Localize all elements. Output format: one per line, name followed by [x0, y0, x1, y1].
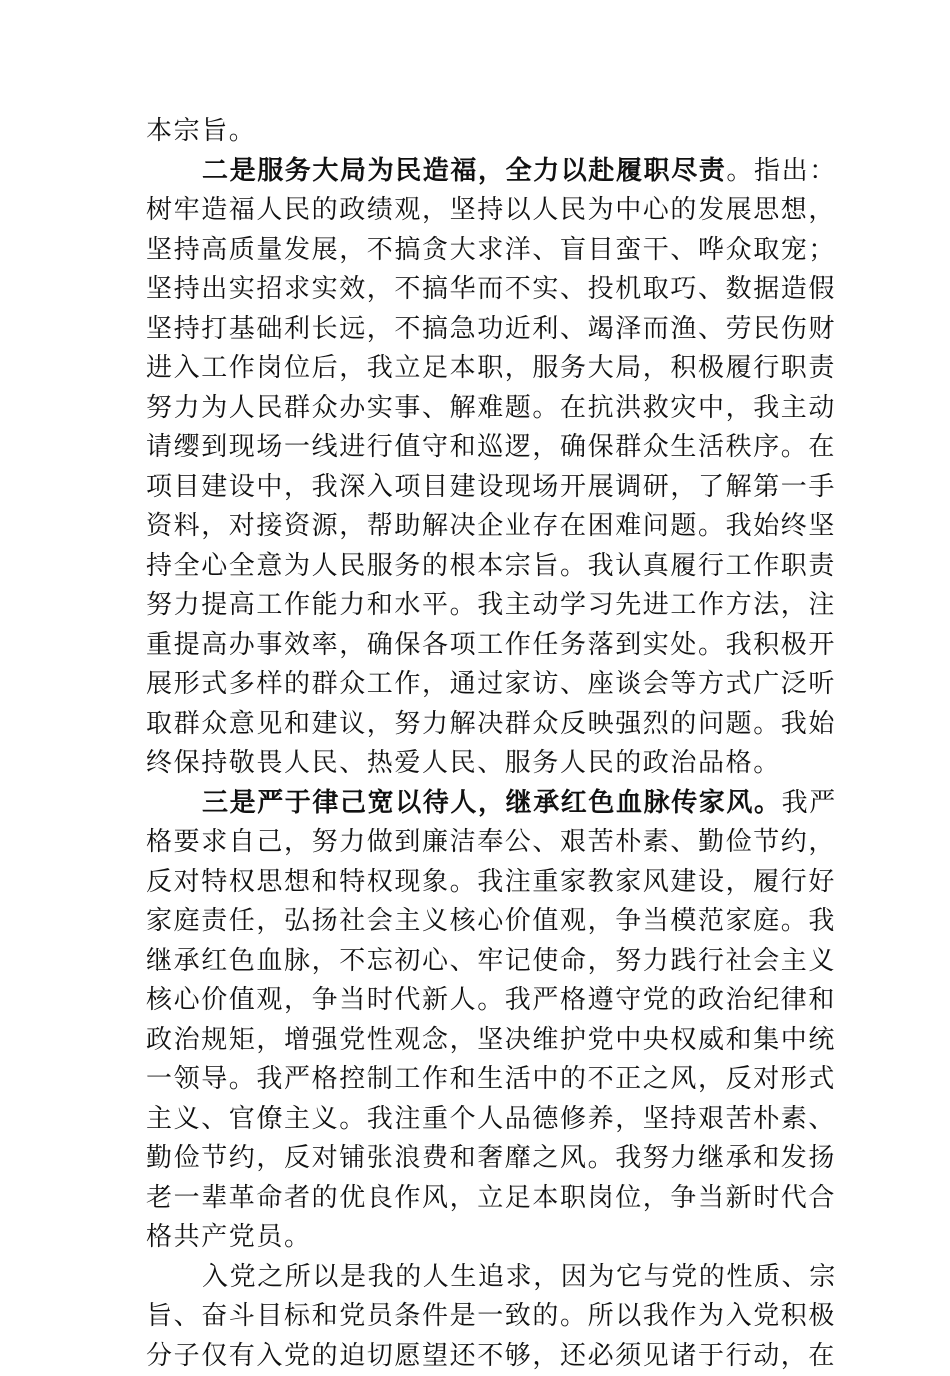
- paragraph-heading-line: 三是严于律己宽以待人，继承红色血脉传家风。我严: [146, 784, 806, 824]
- text-line: 老一辈革命者的优良作风，立足本职岗位，争当新时代合: [146, 1179, 806, 1219]
- text-line: 坚持高质量发展，不搞贪大求洋、盲目蛮干、哗众取宠；: [146, 231, 806, 271]
- text-line: 入党之所以是我的人生追求，因为它与党的性质、宗: [146, 1258, 806, 1298]
- text-line: 展形式多样的群众工作，通过家访、座谈会等方式广泛听: [146, 665, 806, 705]
- paragraph-heading: 三是严于律己宽以待人，继承红色血脉传家风。: [202, 788, 782, 818]
- text-line: 分子仅有入党的迫切愿望还不够，还必须见诸于行动，在: [146, 1337, 806, 1376]
- text-line: 努力为人民群众办实事、解难题。在抗洪救灾中，我主动: [146, 389, 806, 429]
- text-line: 终保持敬畏人民、热爱人民、服务人民的政治品格。: [146, 744, 806, 784]
- text-line: 重提高办事效率，确保各项工作任务落到实处。我积极开: [146, 626, 806, 666]
- text-line: 进入工作岗位后，我立足本职，服务大局，积极履行职责: [146, 349, 806, 389]
- text-line: 旨、奋斗目标和党员条件是一致的。所以我作为入党积极: [146, 1297, 806, 1337]
- text-line: 本宗旨。: [146, 112, 806, 152]
- paragraph-heading: 二是服务大局为民造福，全力以赴履职尽责: [202, 156, 726, 186]
- text-line: 持全心全意为人民服务的根本宗旨。我认真履行工作职责: [146, 547, 806, 587]
- text-line: 格共产党员。: [146, 1218, 806, 1258]
- paragraph-heading-line: 二是服务大局为民造福，全力以赴履职尽责。指出：: [146, 152, 806, 192]
- text-line: 政治规矩，增强党性观念，坚决维护党中央权威和集中统: [146, 1021, 806, 1061]
- text-line: 取群众意见和建议，努力解决群众反映强烈的问题。我始: [146, 705, 806, 745]
- text-line: 格要求自己，努力做到廉洁奉公、艰苦朴素、勤俭节约，: [146, 823, 806, 863]
- text-line: 坚持出实招求实效，不搞华而不实、投机取巧、数据造假: [146, 270, 806, 310]
- text-line: 努力提高工作能力和水平。我主动学习先进工作方法，注: [146, 586, 806, 626]
- text-line: 勤俭节约，反对铺张浪费和奢靡之风。我努力继承和发扬: [146, 1139, 806, 1179]
- text-line: 树牢造福人民的政绩观，坚持以人民为中心的发展思想，: [146, 191, 806, 231]
- document-body: [146, 112, 806, 1376]
- text-line: 家庭责任，弘扬社会主义核心价值观，争当模范家庭。我: [146, 902, 806, 942]
- text-line: 主义、官僚主义。我注重个人品德修养，坚持艰苦朴素、: [146, 1100, 806, 1140]
- text-line: 反对特权思想和特权现象。我注重家教家风建设，履行好: [146, 863, 806, 903]
- text-line: 核心价值观，争当时代新人。我严格遵守党的政治纪律和: [146, 981, 806, 1021]
- text-line: 项目建设中，我深入项目建设现场开展调研，了解第一手: [146, 468, 806, 508]
- text-line: 请缨到现场一线进行值守和巡逻，确保群众生活秩序。在: [146, 428, 806, 468]
- text-line: 一领导。我严格控制工作和生活中的不正之风，反对形式: [146, 1060, 806, 1100]
- text-line: 坚持打基础利长远，不搞急功近利、竭泽而渔、劳民伤财: [146, 310, 806, 350]
- text-line: 资料，对接资源，帮助解决企业存在困难问题。我始终坚: [146, 507, 806, 547]
- text-line: 继承红色血脉，不忘初心、牢记使命，努力践行社会主义: [146, 942, 806, 982]
